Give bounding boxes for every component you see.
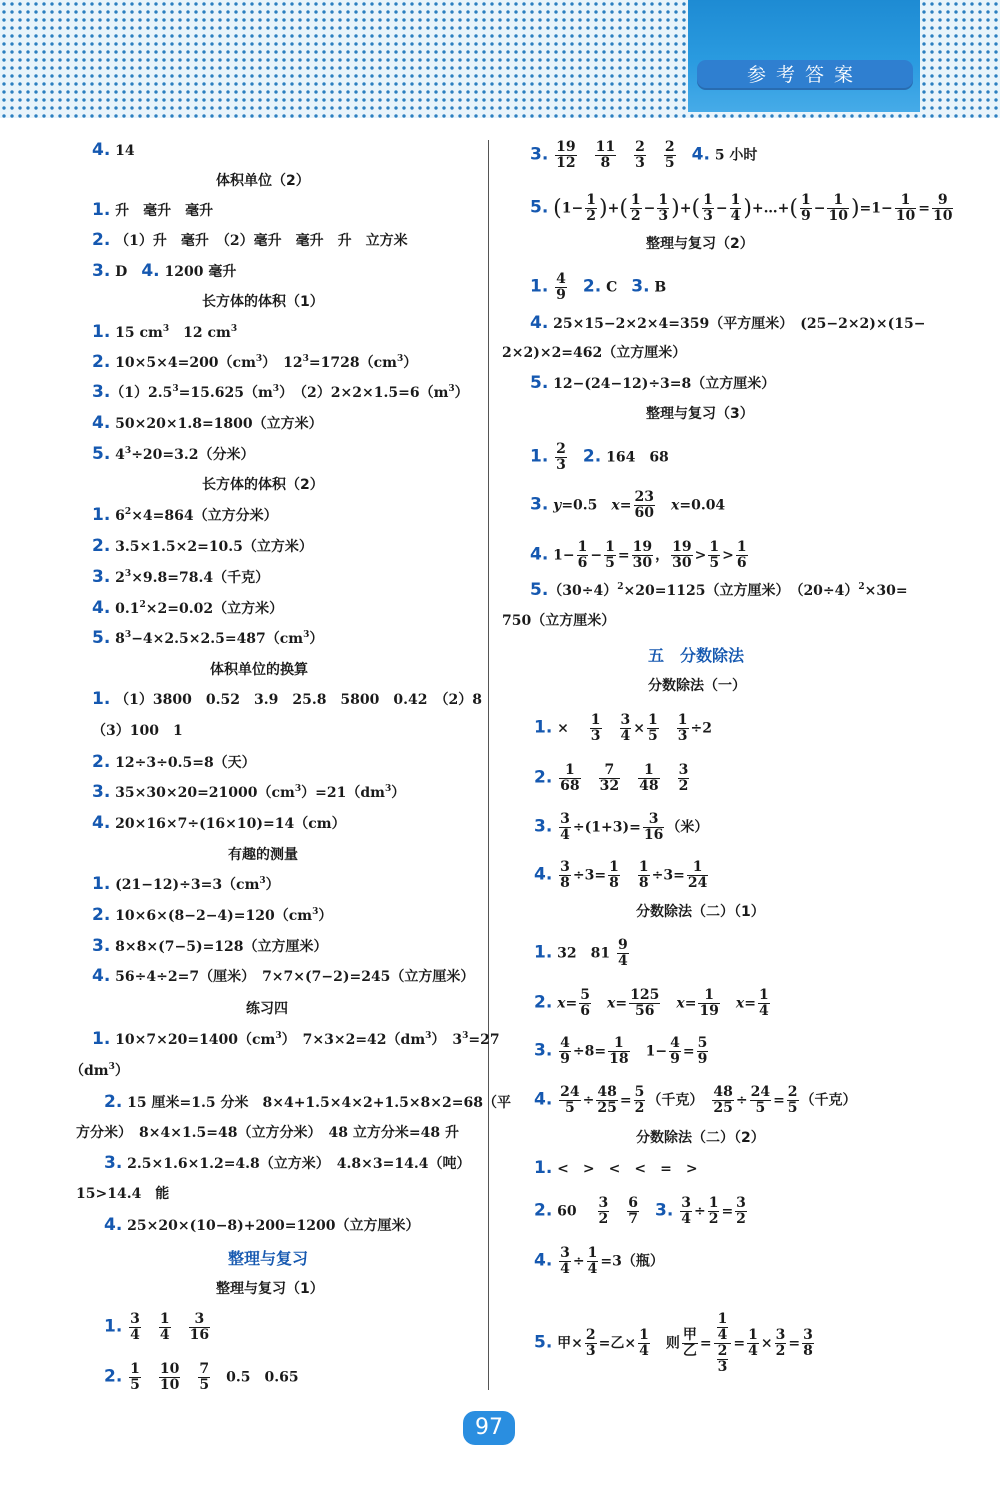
section-title: 分数除法（一）: [648, 678, 746, 694]
answer-line: 3. D 4. 1200 毫升: [92, 261, 237, 281]
header-box: [688, 0, 920, 112]
column-divider: [488, 140, 489, 1390]
answer-line: 4. $\frac{3}{4}$ ÷ $\frac{1}{4}$ =3（瓶）: [534, 1245, 664, 1277]
chapter-title: 整理与复习: [228, 1249, 309, 1268]
answer-line: 1. $10\times 7\times 20=1400(cm^3)$ $7\times 3\times 2=42(dm^3)$ $3^3=27$: [92, 1029, 500, 1049]
answer-line: （3）100 1: [92, 723, 183, 739]
answer-line: 2. 12÷3÷0.5=8（天）: [92, 752, 256, 772]
answer-line: 5. (1− $\frac{1}{2}$ )+( $\frac{1}{2}$ − $\frac{1}{3}$ )+( $\frac{1}{3}$ − $\frac{1}{4}$ )+…+( $\frac{1}{9}$ − $\frac{1}{10}$ )=1− $\frac{1}{10}$ = $\frac{9}{10}$: [530, 192, 953, 224]
answer-line: 4. 25×20×(10−8)+200=1200（立方厘米）: [104, 1215, 420, 1235]
page-number: 97: [463, 1411, 515, 1445]
section-title: 整理与复习（1）: [216, 1281, 324, 1297]
answer-line: 1. < > < < = >: [534, 1158, 698, 1178]
section-title: 体积单位（2）: [216, 173, 310, 189]
section-title: 练习四: [246, 1001, 288, 1017]
answer-line: 1. $\frac{4}{9}$ 2. C 3. B: [530, 271, 667, 303]
answer-line: 4. 14: [92, 140, 135, 160]
answer-line: 1. $(21-12)\div 3=3(cm^3)$: [92, 874, 280, 894]
answer-line: 4. 20×16×7÷(16×10)=14（cm）: [92, 813, 346, 833]
answer-line: 1. 32 81 $\frac{9}{4}$: [534, 937, 628, 969]
answer-line: 3. $\frac{19}{12}$ $\frac{11}{8}$ $\frac{2}{3}$ $\frac{2}{5}$ 4. 5 小时: [530, 139, 758, 171]
answer-line: 1. $\frac{2}{3}$ 2. 164 68: [530, 441, 669, 473]
answer-line: 3. 8×8×(7−5)=128（立方厘米）: [92, 936, 328, 956]
answer-line: 3. 2.5×1.6×1.2=4.8（立方米） 4.8×3=14.4（吨）: [104, 1153, 471, 1173]
answer-line: $(dm^3)$: [70, 1062, 129, 1079]
answer-line: 2. 15 厘米=1.5 分米 8×4+1.5×4×2+1.5×8×2=68（平: [104, 1092, 511, 1112]
answer-line: 3. y=0.5 x= $\frac{23}{60}$ x=0.04: [530, 489, 726, 521]
answer-line: $5.(30\div 4)^2\times 20=1125$（立方厘米） $(20\div 4)^2\times 30=$: [530, 580, 908, 600]
answer-line: 4. 50×20×1.8=1800（立方米）: [92, 413, 323, 433]
header-label: 参考答案: [697, 60, 913, 90]
answer-line: 15>14.4 能: [76, 1186, 170, 1202]
answer-line: 750（立方厘米）: [502, 613, 616, 629]
chapter-title: 五 分数除法: [648, 646, 745, 665]
answer-line: 4. 1− $\frac{1}{6}$ − $\frac{1}{5}$ = $\frac{19}{30}$ ， $\frac{19}{30}$ > $\frac{1}{5}$ > $\frac{1}{6}$: [530, 539, 747, 571]
answer-line: 5. $4^3\div 20=3.2$（分米）: [92, 444, 255, 464]
section-title: 有趣的测量: [228, 847, 298, 863]
answer-line: 4. $\frac{24}{5}$ ÷ $\frac{48}{25}$ = $\frac{5}{2}$ （千克） $\frac{48}{25}$ ÷ $\frac{24}{5}$ = $\frac{2}{5}$ （千克）: [534, 1084, 857, 1116]
answer-line: 4. $\frac{3}{8}$ ÷3= $\frac{1}{8}$ $\frac{1}{8}$ ÷3= $\frac{1}{24}$: [534, 859, 708, 891]
section-title: 体积单位的换算: [210, 662, 308, 678]
answer-line: 3. $35\times 30\times 20=21000(cm^3)=21(dm^3)$: [92, 782, 406, 802]
answer-line: 2. 3.5×1.5×2=10.5（立方米）: [92, 536, 313, 556]
answer-line: 2. $10\times 5\times 4=200(cm^3)$ $12^3=1728(cm^3)$: [92, 352, 418, 372]
answer-line: 4. 56÷4÷2=7（厘米） 7×7×(7−2)=245（立方厘米）: [92, 966, 475, 986]
answer-line: 4. 25×15−2×2×4=359（平方厘米） (25−2×2)×(15−: [530, 313, 926, 333]
section-title: 分数除法（二）（2）: [636, 1130, 765, 1146]
answer-line: 3. $\frac{4}{9}$ ÷8= $\frac{1}{18}$ 1− $\frac{4}{9}$ = $\frac{5}{9}$: [534, 1035, 708, 1067]
answer-line: 3. $\frac{3}{4}$ ÷(1+3)= $\frac{3}{16}$ （米）: [534, 811, 709, 843]
answer-line: 3. $2^3\times 9.8=78.4$（千克）: [92, 567, 270, 587]
section-title: 长方体的体积（1）: [202, 294, 324, 310]
answer-line: 2. $\frac{1}{68}$ $\frac{7}{32}$ $\frac{1}{48}$ $\frac{3}{2}$: [534, 762, 689, 794]
answer-line: 1. 15 $cm^3$ 12 $cm^3$: [92, 322, 238, 342]
answer-line: 方分米） 8×4×1.5=48（立方分米） 48 立方分米=48 升: [76, 1125, 459, 1141]
answer-line: $3.(1)2.5^3=15.625(m^3)$ $(2)2\times 2\times 1.5=6(m^3)$: [92, 382, 469, 402]
answer-line: 1. 升 毫升 毫升: [92, 200, 214, 220]
section-title: 整理与复习（3）: [646, 406, 754, 422]
answer-line: 2. x= $\frac{5}{6}$ x= $\frac{125}{56}$ x= $\frac{1}{19}$ x= $\frac{1}{4}$: [534, 987, 769, 1019]
answer-line: 5. $8^3-4\times 2.5\times 2.5=487(cm^3)$: [92, 628, 324, 648]
answer-line: 5. 12−(24−12)÷3=8（立方厘米）: [530, 373, 776, 393]
answer-line: 5. 甲× $\frac{2}{3}$ =乙× $\frac{1}{4}$ 则 甲 乙 = $\frac{\frac{1}{4}}{\frac{2}{3}}$ = $\frac{1}{4}$ × $\frac{3}{2}$ = $\frac{3}{8}$: [534, 1311, 813, 1375]
section-title: 整理与复习（2）: [646, 236, 754, 252]
answer-line: 2. 60 $\frac{3}{2}$ $\frac{6}{7}$ 3. $\frac{3}{4}$ ÷ $\frac{1}{2}$ = $\frac{3}{2}$: [534, 1195, 746, 1227]
answer-line: 2. （1）升 毫升 （2）毫升 毫升 升 立方米: [92, 230, 408, 250]
answer-line: 2×2)×2=462（立方厘米）: [502, 345, 687, 361]
answer-line: 1. $\frac{3}{4}$ $\frac{1}{4}$ $\frac{3}{16}$: [104, 1311, 210, 1343]
section-title: 长方体的体积（2）: [202, 477, 324, 493]
answer-line: 1. $6^2\times 4=864$（立方分米）: [92, 505, 278, 525]
answer-line: 2. $\frac{1}{5}$ $\frac{10}{10}$ $\frac{7}{5}$ 0.5 0.65: [104, 1361, 299, 1393]
answer-line: 2. $10\times 6\times(8-2-4)=120(cm^3)$: [92, 905, 333, 925]
answer-line: 1. × $\frac{1}{3}$ $\frac{3}{4}$ × $\frac{1}{5}$ $\frac{1}{3}$ ÷2: [534, 712, 712, 744]
answer-line: 4. $0.1^2\times 2=0.02$（立方米）: [92, 598, 284, 618]
answer-line: 1. （1）3800 0.52 3.9 25.8 5800 0.42 （2）8: [92, 689, 482, 709]
section-title: 分数除法（二）（1）: [636, 904, 765, 920]
